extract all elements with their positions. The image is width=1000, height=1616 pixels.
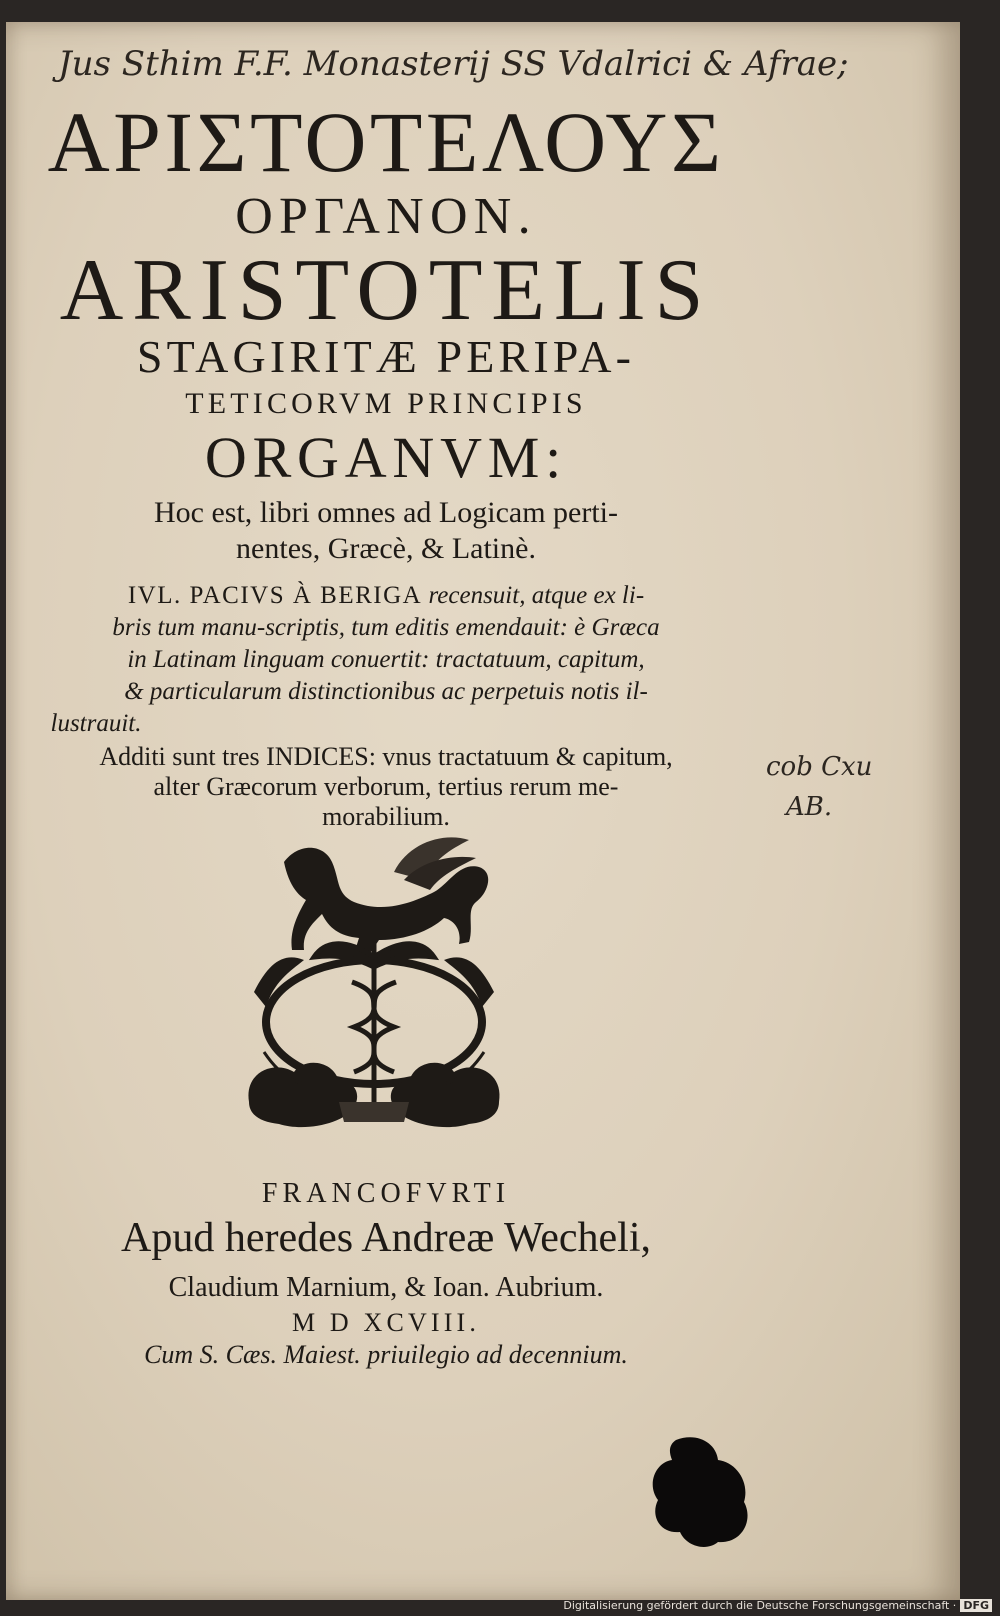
editor-line-3: in Latinam linguam conuertit: tractatuum, capitum, <box>127 646 645 673</box>
imprint-year: M D XCVIII. <box>291 1308 481 1337</box>
footer-text: Digitalisierung gefördert durch die Deutsche Forschungsgemeinschaft · <box>563 1599 957 1612</box>
greek-work-heading: ΟΡΓΑΝΟΝ. <box>235 188 537 245</box>
editor-name: IVL. PACIVS À BERIGA <box>127 582 423 609</box>
greek-author-heading: ΑΡΙΣΤΟΤΕΛΟΥΣ <box>47 94 725 190</box>
latin-work-heading: ORGANVM: <box>204 425 568 490</box>
dfg-badge: DFG <box>960 1599 992 1612</box>
margin-shelfmark-1: cob Cxu <box>766 752 873 782</box>
editor-line-1-rest: recensuit, atque ex li- <box>422 582 645 609</box>
margin-shelfmark-2: AB. <box>786 792 833 822</box>
title-line-stagiritae: STAGIRITÆ PERIPA- <box>136 331 636 382</box>
title-line-teticorum: TETICORVM PRINCIPIS <box>185 387 587 420</box>
indices-line-3: morabilium. <box>322 802 450 831</box>
subtitle-line-1: Hoc est, libri omnes ad Logicam perti- <box>153 496 619 529</box>
imprint-printer: Apud heredes Andreæ Wecheli, <box>120 1215 652 1261</box>
printers-device-woodcut <box>244 832 504 1152</box>
latin-author-heading: ARISTOTELIS <box>59 242 713 339</box>
title-page <box>6 22 960 1600</box>
indices-line-1: Additi sunt tres INDICES: vnus tractatuum & capitum, <box>99 742 673 771</box>
imprint-partners: Claudium Marnium, & Ioan. Aubrium. <box>168 1272 604 1303</box>
imprint-privilege: Cum S. Cæs. Maiest. priuilegio ad decennium. <box>144 1340 628 1369</box>
editor-line-4: & particularum distinctionibus ac perpetuis notis il- <box>124 678 648 705</box>
editor-line-2: bris tum manu-scriptis, tum editis emendauit: è Græca <box>112 614 660 641</box>
pegasus-icon <box>284 837 488 962</box>
indices-line-2: alter Græcorum verborum, tertius rerum me- <box>153 772 619 801</box>
ink-stain <box>646 1432 756 1552</box>
editor-line-5: lustrauit. <box>50 710 142 737</box>
imprint-city: FRANCOFVRTI <box>261 1178 511 1209</box>
digitization-footer <box>563 1599 992 1612</box>
ownership-inscription: Jus Sthim F.F. Monasterij SS Vdalrici & Afrae; <box>58 44 849 84</box>
subtitle-line-2: nentes, Græcè, & Latinè. <box>236 532 536 565</box>
editor-line-1 <box>6 582 766 610</box>
